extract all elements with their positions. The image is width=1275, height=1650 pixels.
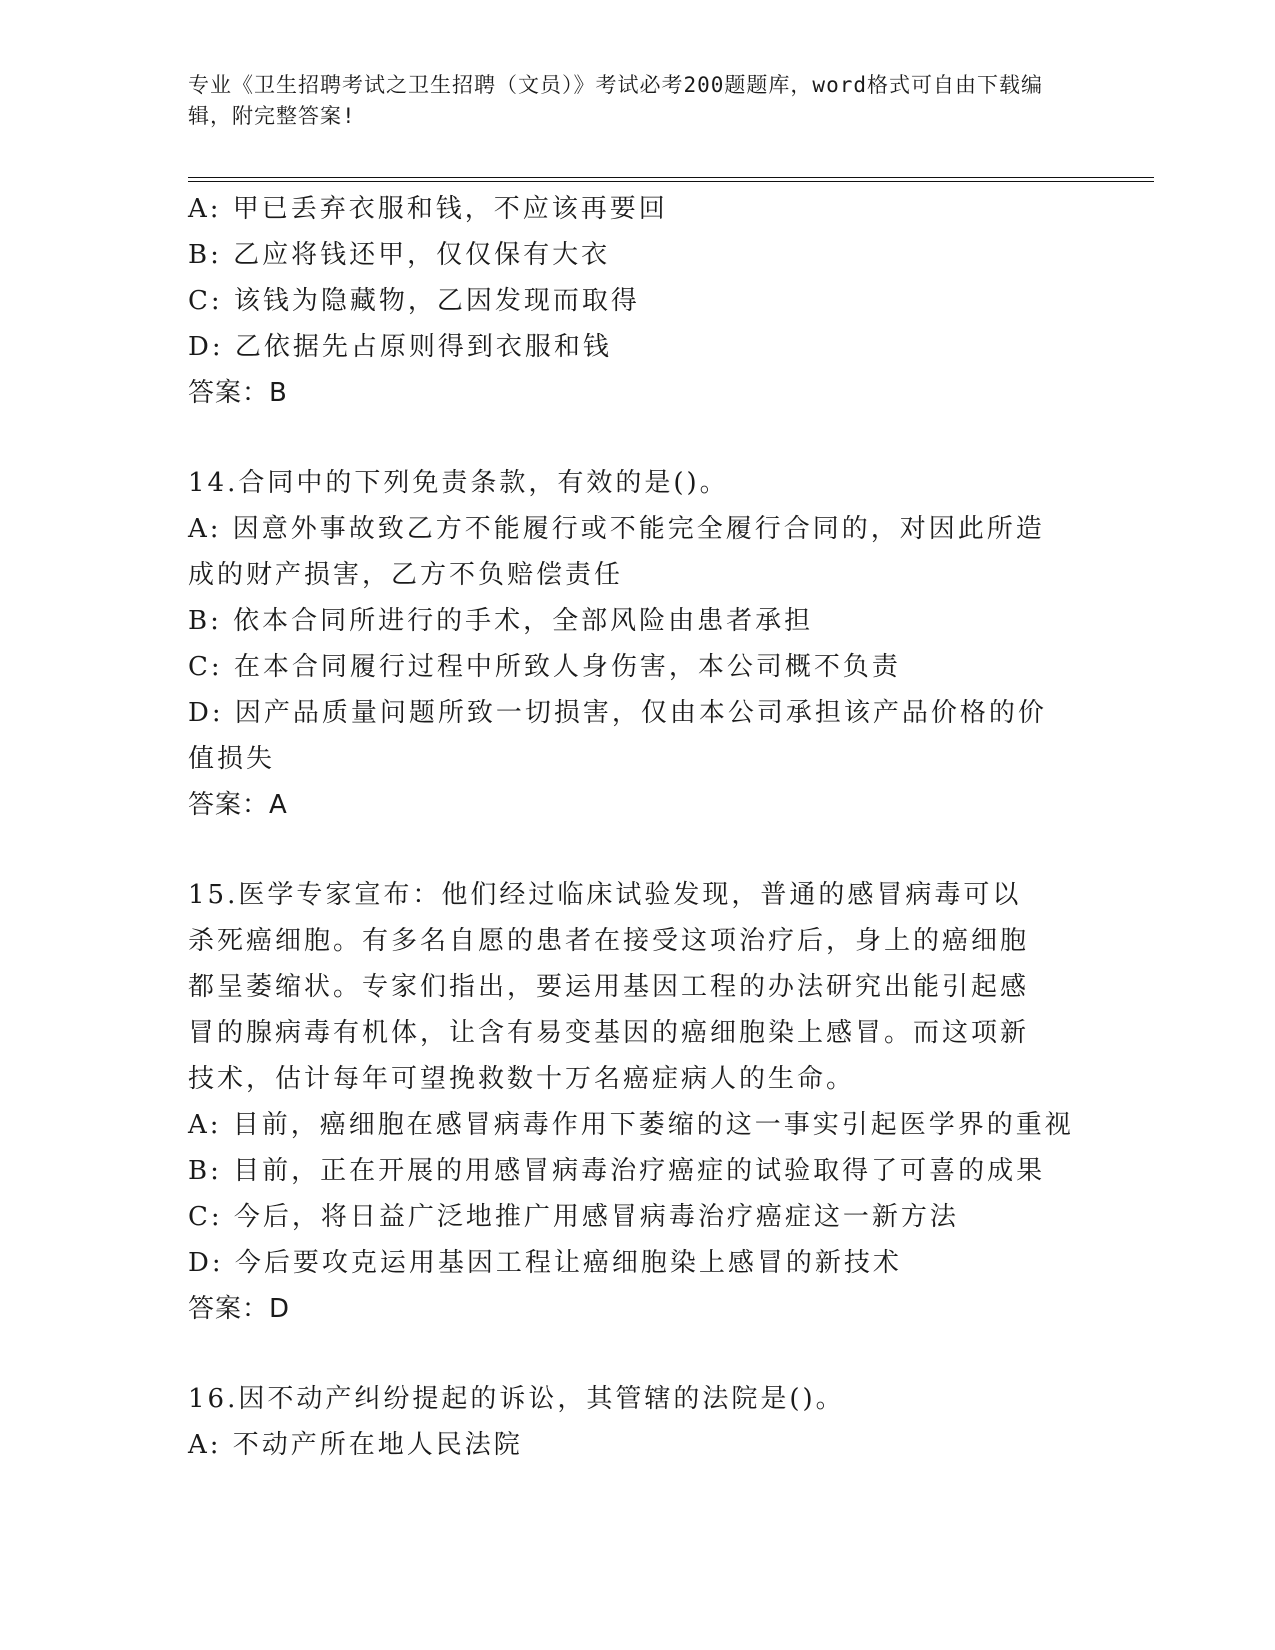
option-b: B: 目前，正在开展的用感冒病毒治疗癌症的试验取得了可喜的成果 <box>188 1156 1046 1186</box>
question-block-16 <box>188 1376 1088 1468</box>
option-c: C: 该钱为隐藏物，乙因发现而取得 <box>188 286 640 316</box>
option-d: D: 今后要攻克运用基因工程让癌细胞染上感冒的新技术 <box>188 1248 902 1278</box>
question-list <box>188 186 1088 1468</box>
question-text: 14.合同中的下列免责条款，有效的是()。 <box>188 468 729 498</box>
question-block-14 <box>188 460 1088 828</box>
option-a: A: 不动产所在地人民法院 <box>188 1430 523 1460</box>
header-rule-bottom <box>188 181 1154 182</box>
answer: 答案：B <box>188 378 288 408</box>
header-text: 专业《卫生招聘考试之卫生招聘（文员）》考试必考200题题库，word格式可自由下载编辑，附完整答案! <box>188 73 1043 128</box>
answer: 答案：A <box>188 790 288 820</box>
answer: 答案：D <box>188 1294 291 1324</box>
option-a: A: 甲已丢弃衣服和钱，不应该再要回 <box>188 194 668 224</box>
option-a: A: 因意外事故致乙方不能履行或不能完全履行合同的，对因此所造成的财产损害，乙方不负赔偿责任 <box>188 514 1045 590</box>
option-d: D: 因产品质量问题所致一切损害，仅由本公司承担该产品价格的价值损失 <box>188 698 1047 774</box>
option-a: A: 目前，癌细胞在感冒病毒作用下萎缩的这一事实引起医学界的重视 <box>188 1110 1074 1140</box>
question-block-15 <box>188 872 1088 1332</box>
option-c: C: 在本合同履行过程中所致人身伤害，本公司概不负责 <box>188 652 901 682</box>
header-rule-top <box>188 177 1154 178</box>
option-b: B: 乙应将钱还甲，仅仅保有大衣 <box>188 240 611 270</box>
question-block-13 <box>188 186 1088 416</box>
question-text: 16.因不动产纠纷提起的诉讼，其管辖的法院是()。 <box>188 1384 845 1414</box>
option-c: C: 今后，将日益广泛地推广用感冒病毒治疗癌症这一新方法 <box>188 1202 959 1232</box>
question-text: 15.医学专家宣布：他们经过临床试验发现，普通的感冒病毒可以杀死癌细胞。有多名自愿的患者在接受这项治疗后，身上的癌细胞都呈萎缩状。专家们指出，要运用基因工程的办法研究出能引起感冒的腺病毒有机体，让含有易变基因的癌细胞染上感冒。而这项新技术，估计每年可望挽救数十万名癌症病人的生命。 <box>188 880 1030 1094</box>
document-header <box>188 70 1068 132</box>
option-b: B: 依本合同所进行的手术，全部风险由患者承担 <box>188 606 814 636</box>
option-d: D: 乙依据先占原则得到衣服和钱 <box>188 332 612 362</box>
